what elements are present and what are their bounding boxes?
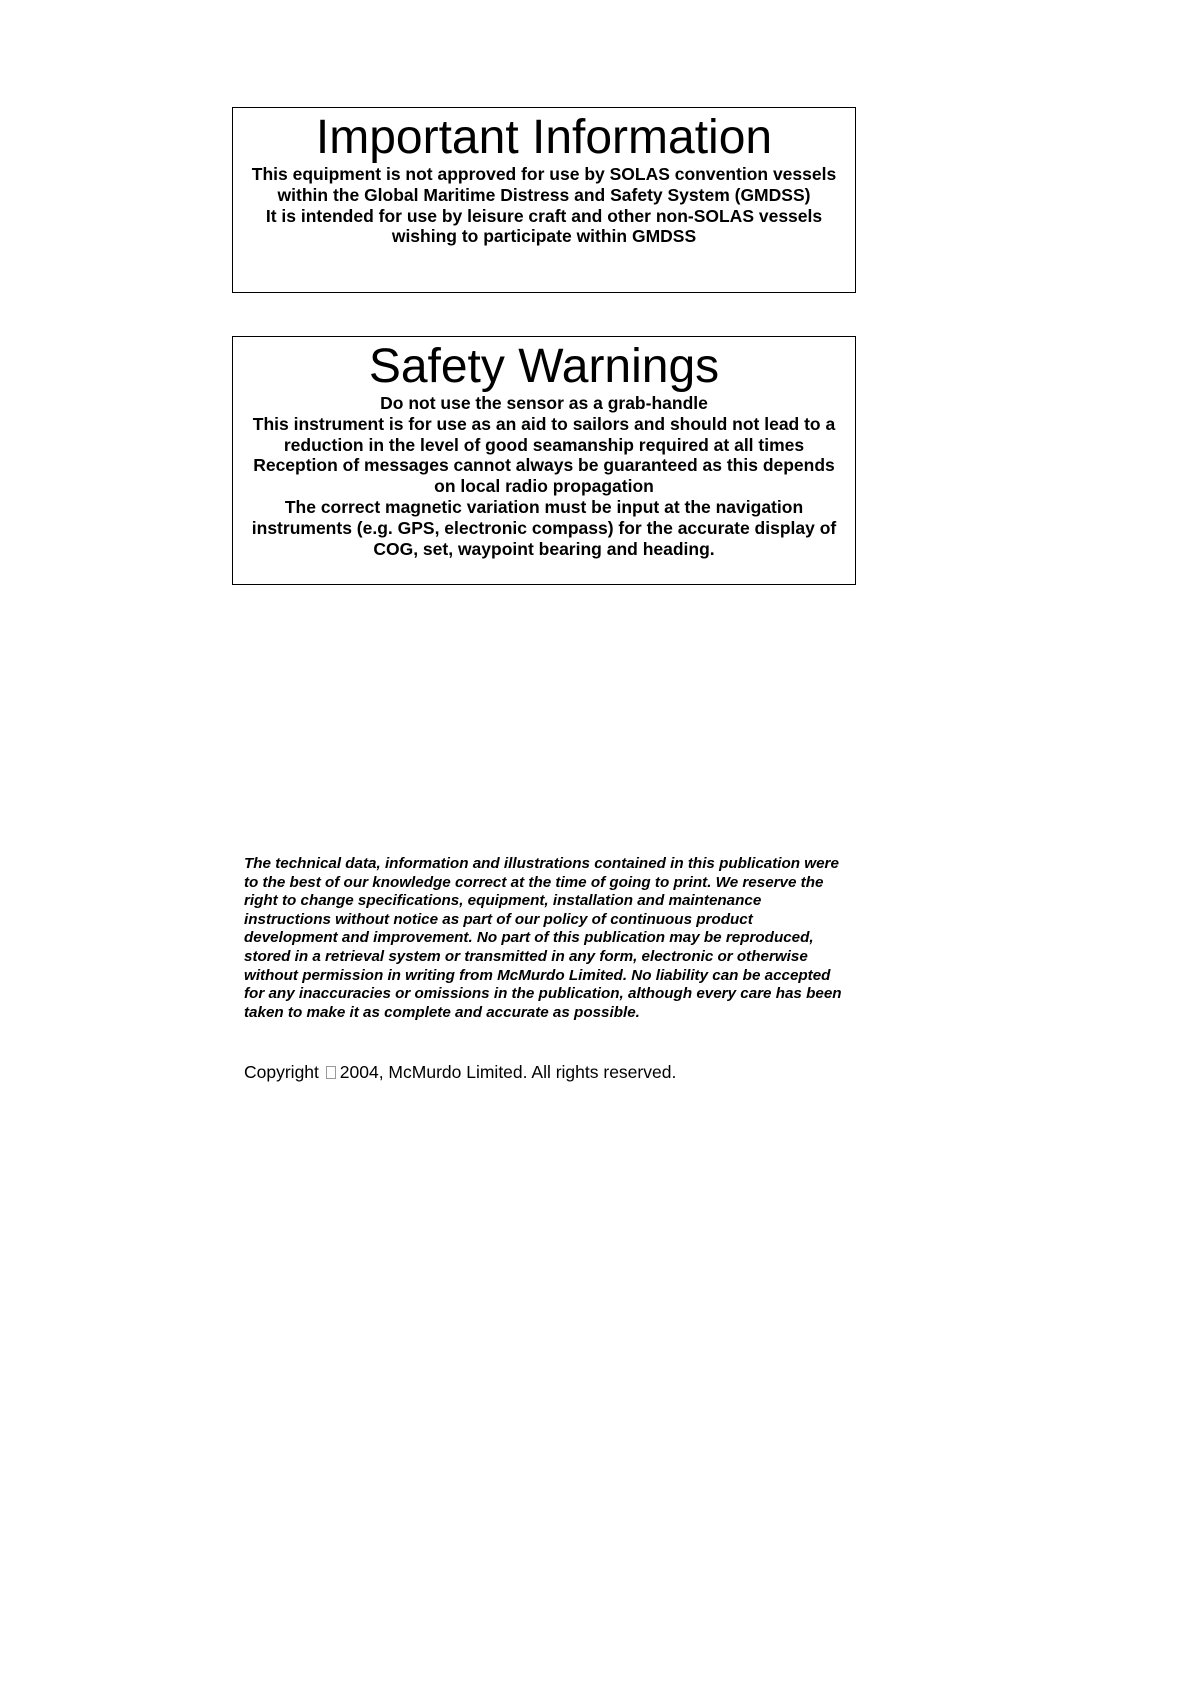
important-information-paragraph: This equipment is not approved for use by SOLAS convention vessels within the Global Maritime Distress and Safety System (GMDSS) [251, 164, 837, 205]
missing-glyph-icon [326, 1066, 336, 1079]
safety-warning-item: The correct magnetic variation must be input at the navigation instruments (e.g. GPS, electronic compass) for the accurate display of COG, set, waypoint bearing and heading. [251, 496, 837, 559]
safety-warning-item: Do not use the sensor as a grab-handle [380, 393, 708, 413]
copyright-prefix: Copyright [244, 1062, 319, 1082]
disclaimer-text: The technical data, information and illustrations contained in this publication were to the best of our knowledge correct at the time of going to print. We reserve the right to change specifications, equipment, installation and maintenance instructions without notice as part of our policy of continuous product development and improvement. No part of this publication may be reproduced, stored in a retrieval system or transmitted in any form, electronic or otherwise without permission in writing from McMurdo Limited. No liability can be accepted for any inaccuracies or omissions in the publication, although every care has been taken to make it as complete and accurate as possible. [244, 855, 842, 1021]
important-information-paragraph: It is intended for use by leisure craft and other non-SOLAS vessels wishing to participate within GMDSS [265, 205, 823, 247]
important-information-body [233, 164, 855, 247]
safety-warnings-title: Safety Warnings [368, 340, 720, 393]
copyright-line [244, 1061, 676, 1083]
safety-warnings-body [233, 393, 855, 559]
safety-warnings-box [232, 336, 856, 585]
copyright-suffix: 2004, McMurdo Limited. All rights reserved. [339, 1062, 677, 1082]
important-information-box [232, 107, 856, 293]
important-information-title: Important Information [315, 111, 773, 164]
safety-warning-item: This instrument is for use as an aid to sailors and should not lead to a reduction in the level of good seamanship required at all times [252, 413, 836, 455]
safety-warning-item: Reception of messages cannot always be guaranteed as this depends on local radio propagation [253, 455, 835, 497]
